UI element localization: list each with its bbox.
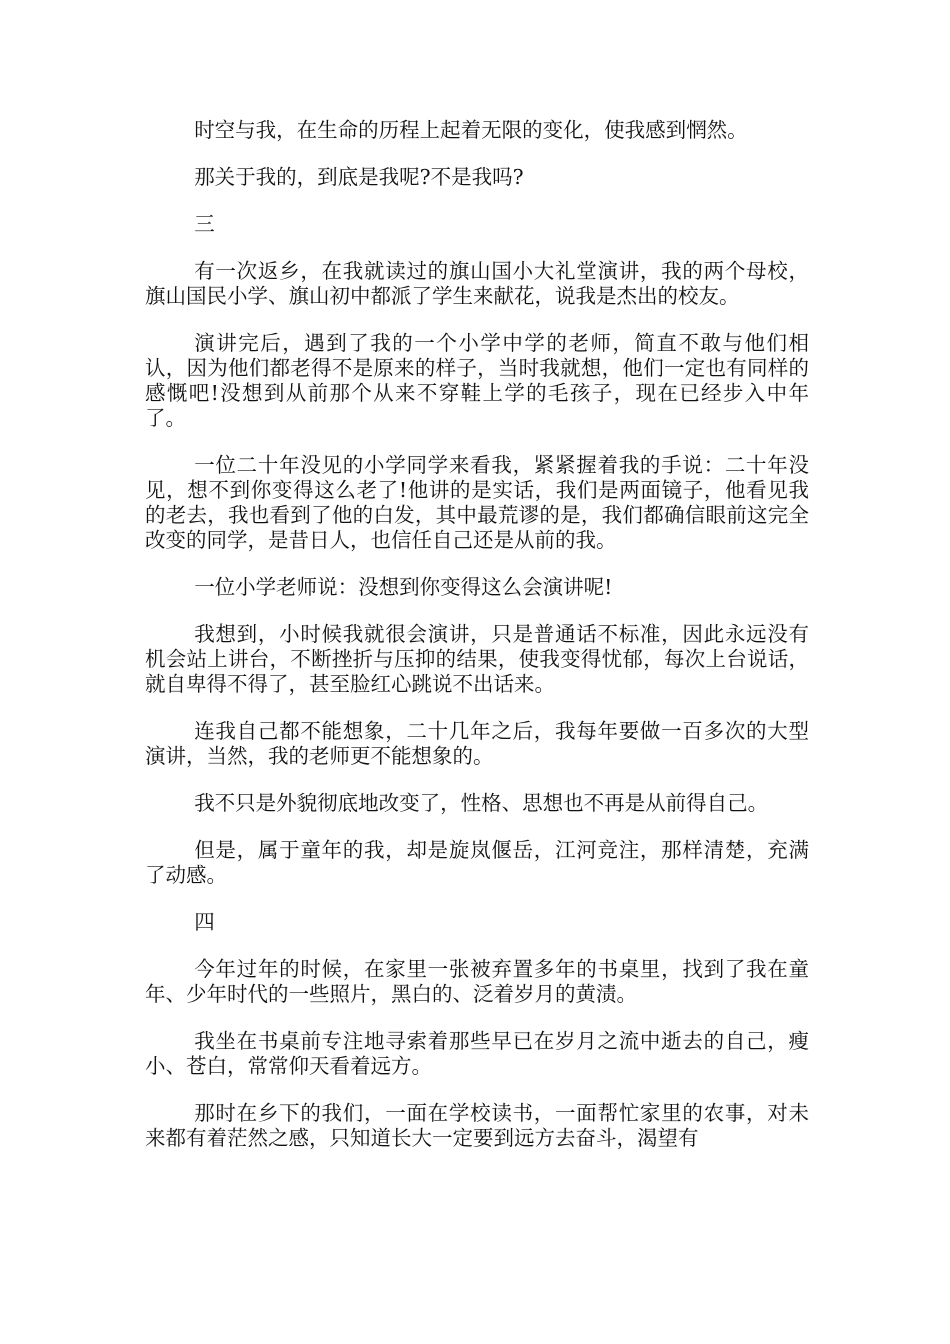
paragraph: 有一次返乡，在我就读过的旗山国小大礼堂演讲，我的两个母校，旗山国民小学、旗山初中都派了学生来献花，说我是杰出的校友。 [145,259,809,308]
paragraph: 那时在乡下的我们，一面在学校读书，一面帮忙家里的农事，对未来都有着茫然之感，只知道长大一定要到远方去奋斗，渴望有 [145,1101,809,1150]
section-heading: 四 [194,910,215,934]
paragraph: 我不只是外貌彻底地改变了，性格、思想也不再是从前得自己。 [194,791,769,815]
paragraph: 演讲完后，遇到了我的一个小学中学的老师，简直不敢与他们相认，因为他们都老得不是原来的样子，当时我就想，他们一定也有同样的感慨吧!没想到从前那个从来不穿鞋上学的毛孩子，现在已经步入中年了。 [145,331,809,430]
paragraph: 一位小学老师说：没想到你变得这么会演讲呢! [194,575,613,599]
paragraph: 时空与我，在生命的历程上起着无限的变化，使我感到惘然。 [194,118,748,142]
paragraph: 今年过年的时候，在家里一张被弃置多年的书桌里，找到了我在童年、少年时代的一些照片，黑白的、泛着岁月的黄渍。 [145,957,809,1006]
paragraph: 但是，属于童年的我，却是旋岚偃岳，江河竞注，那样清楚，充满了动感。 [145,838,809,887]
paragraph: 我坐在书桌前专注地寻索着那些早已在岁月之流中逝去的自己，瘦小、苍白，常常仰天看着远方。 [145,1029,809,1078]
paragraph: 我想到，小时候我就很会演讲，只是普通话不标准，因此永远没有机会站上讲台，不断挫折与压抑的结果，使我变得忧郁，每次上台说话，就自卑得不得了，甚至脸红心跳说不出话来。 [145,622,809,696]
paragraph: 那关于我的，到底是我呢?不是我吗? [194,165,524,189]
paragraph: 一位二十年没见的小学同学来看我，紧紧握着我的手说：二十年没见，想不到你变得这么老了!他讲的是实话，我们是两面镜子，他看见我的老去，我也看到了他的白发，其中最荒谬的是，我们都确信眼前这完全改变的同学，是昔日人，也信任自己还是从前的我。 [145,453,809,552]
body-text [145,118,809,1173]
paragraph: 连我自己都不能想象，二十几年之后，我每年要做一百多次的大型演讲，当然，我的老师更不能想象的。 [145,719,809,768]
section-heading: 三 [194,212,215,236]
